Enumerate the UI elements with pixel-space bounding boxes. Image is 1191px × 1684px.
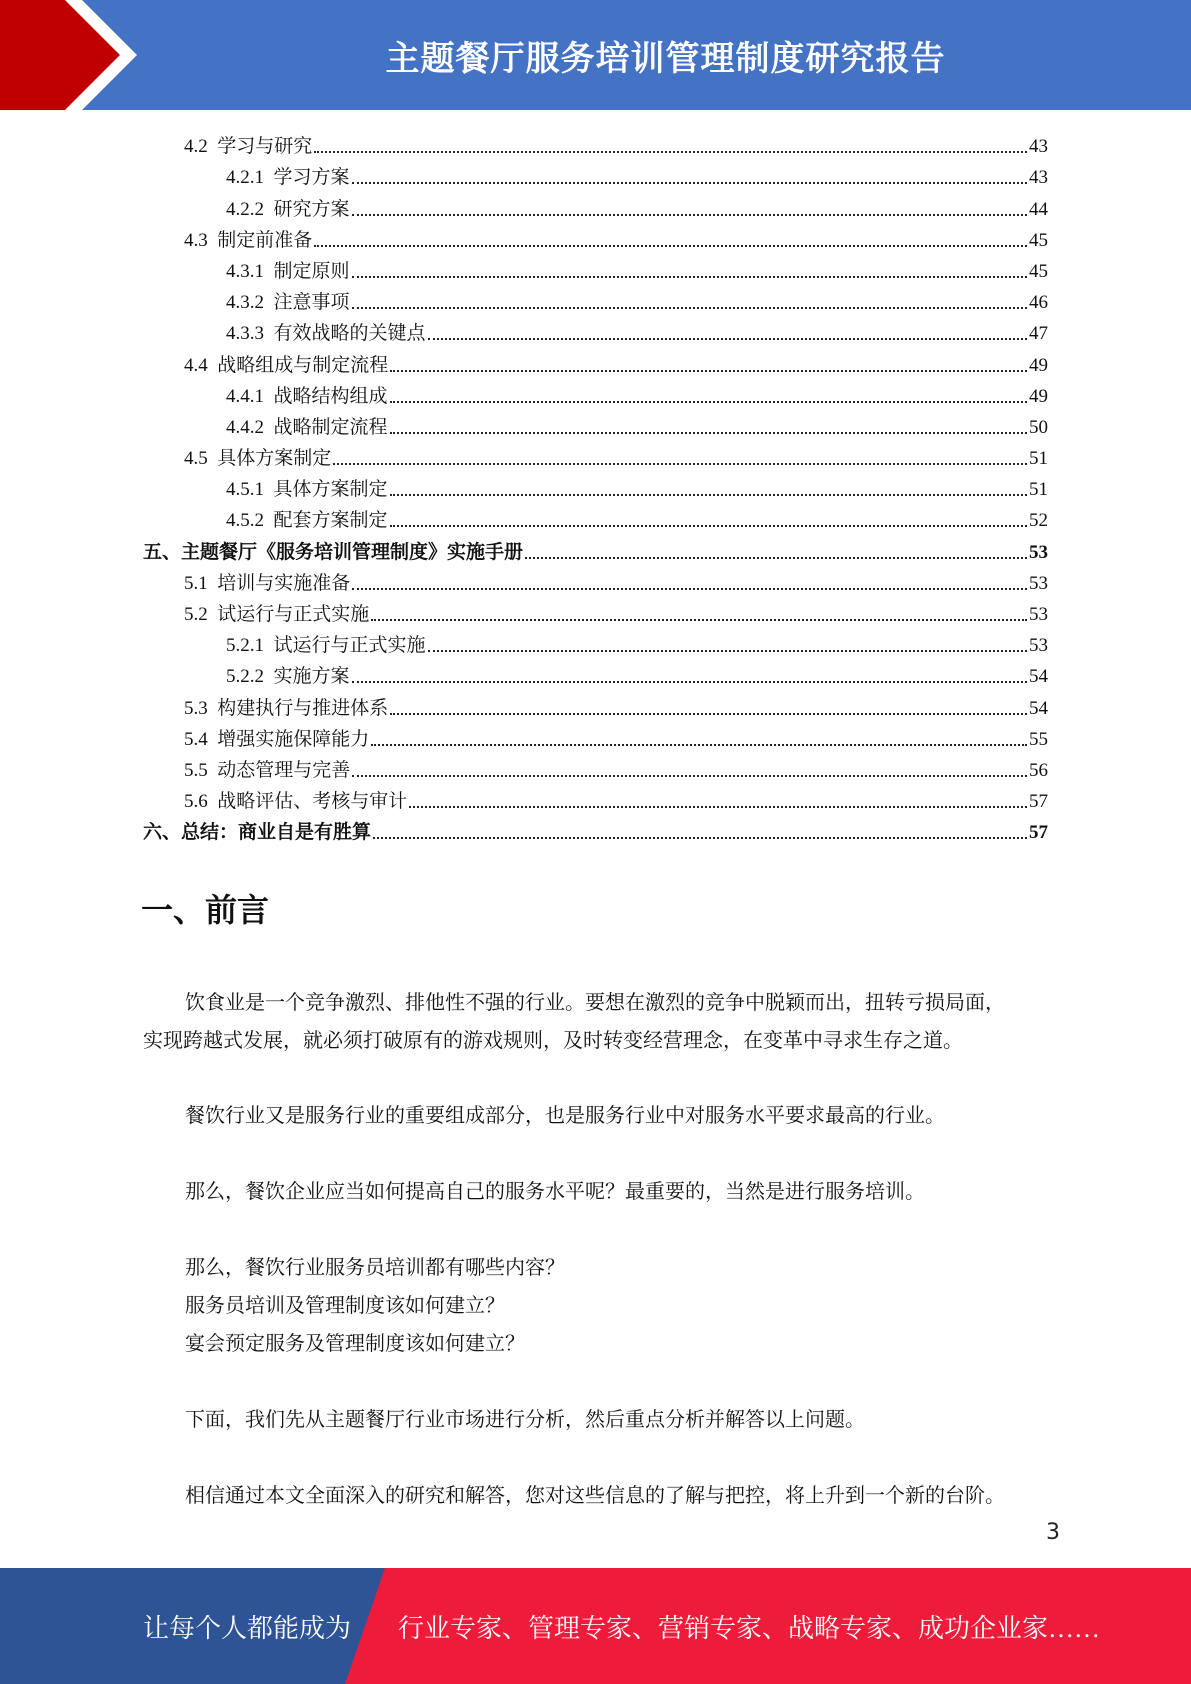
toc-entry-label: 实施方案	[273, 666, 350, 688]
toc-dot-leader	[352, 774, 1027, 777]
toc-entry-page: 53	[1029, 604, 1048, 625]
toc-entry[interactable]	[143, 814, 1048, 845]
paragraph-3-text: 那么，餐饮企业应当如何提高自己的服务水平呢？最重要的，当然是进行服务培训。	[185, 1181, 925, 1203]
toc-entry-label: 具体方案制定	[217, 448, 332, 470]
toc-entry-number: 4.3.3	[226, 323, 264, 345]
toc-entry-label: 构建执行与推进体系	[217, 697, 389, 719]
toc-entry-page: 50	[1029, 416, 1048, 438]
toc-entry-label: 战略评估、考核与审计	[217, 791, 408, 813]
footer-banner	[0, 1568, 1191, 1684]
toc-dot-leader	[352, 275, 1027, 278]
question-2: 服务员培训及管理制度该如何建立？	[185, 1295, 505, 1317]
toc-entry-label: 动态管理与完善	[217, 759, 351, 781]
toc-entry[interactable]	[143, 783, 1048, 814]
toc-dot-leader	[352, 213, 1027, 216]
toc-dot-leader	[409, 805, 1027, 808]
toc-entry-number: 4.3.1	[226, 260, 264, 282]
toc-entry-number: 4.4.1	[226, 385, 264, 407]
paragraph-6	[143, 1477, 1048, 1515]
toc-entry-page: 51	[1029, 479, 1048, 501]
toc-entry-number: 4.2.2	[226, 198, 264, 220]
toc-entry-page: 53	[1029, 572, 1048, 594]
toc-entry[interactable]	[143, 721, 1048, 752]
toc-entry-number: 5.1	[184, 572, 208, 594]
question-1: 那么，餐饮行业服务员培训都有哪些内容？	[185, 1257, 565, 1279]
toc-entry[interactable]	[143, 128, 1048, 159]
toc-entry[interactable]	[143, 533, 1048, 564]
paragraph-1-line-2: 实现跨越式发展，就必须打破原有的游戏规则，及时转变经营理念，在变革中寻求生存之道。	[143, 1030, 963, 1052]
toc-entry[interactable]	[143, 627, 1048, 658]
toc-entry-page: 52	[1029, 510, 1048, 532]
toc-entry-number: 5.5	[184, 759, 208, 781]
toc-entry-label: 配套方案制定	[273, 510, 388, 532]
toc-entry-label: 研究方案	[273, 198, 350, 220]
paragraph-1-line-1: 饮食业是一个竞争激烈、排他性不强的行业。要想在激烈的竞争中脱颖而出，扭转亏损局面，	[185, 992, 1005, 1014]
header-banner	[0, 0, 1191, 110]
toc-dot-leader	[390, 431, 1027, 434]
toc-dot-leader	[428, 337, 1027, 340]
toc-dot-leader	[352, 587, 1027, 590]
toc-entry-page: 54	[1029, 697, 1048, 719]
toc-dot-leader	[314, 150, 1027, 153]
toc-entry-label: 学习方案	[273, 167, 350, 189]
page-number: 3	[1046, 1520, 1060, 1545]
toc-entry-label: 战略组成与制定流程	[217, 354, 389, 376]
toc-dot-leader	[352, 680, 1027, 683]
toc-entry-number: 4.5.2	[226, 510, 264, 532]
toc-entry-label: 五、主题餐厅《服务培训管理制度》实施手册	[143, 541, 524, 563]
toc-entry-label: 增强实施保障能力	[217, 728, 370, 750]
toc-entry-label: 战略制定流程	[273, 416, 388, 438]
toc-entry-number: 5.2.1	[226, 635, 264, 657]
toc-dot-leader	[371, 743, 1027, 746]
toc-entry[interactable]	[143, 346, 1048, 377]
toc-entry-label: 制定前准备	[217, 229, 313, 251]
toc-dot-leader	[390, 369, 1027, 372]
toc-entry[interactable]	[143, 409, 1048, 440]
toc-entry-number: 4.5	[184, 448, 208, 470]
toc-dot-leader	[314, 244, 1027, 247]
toc-dot-leader	[333, 462, 1027, 465]
toc-entry-number: 5.4	[184, 728, 208, 750]
toc-entry-number: 4.3	[184, 229, 208, 251]
toc-entry-page: 51	[1029, 448, 1048, 470]
question-3: 宴会预定服务及管理制度该如何建立？	[185, 1333, 525, 1355]
paragraph-6-text: 相信通过本文全面深入的研究和解答，您对这些信息的了解与把控，将上升到一个新的台阶。	[185, 1485, 1005, 1507]
toc-entry[interactable]	[143, 284, 1048, 315]
toc-entry-page: 49	[1029, 354, 1048, 376]
toc-entry-page: 47	[1029, 323, 1048, 345]
paragraph-5-text: 下面，我们先从主题餐厅行业市场进行分析，然后重点分析并解答以上问题。	[185, 1409, 865, 1431]
toc-entry[interactable]	[143, 222, 1048, 253]
toc-entry-page: 45	[1029, 260, 1048, 282]
toc-entry-page: 45	[1029, 229, 1048, 251]
toc-entry-page: 53	[1029, 541, 1048, 563]
toc-dot-leader	[390, 400, 1027, 403]
toc-dot-leader	[373, 836, 1027, 839]
questions-block	[143, 1249, 1048, 1363]
toc-entry-page: 55	[1029, 728, 1048, 750]
paragraph-2	[143, 1097, 1048, 1135]
toc-dot-leader	[371, 618, 1027, 621]
toc-entry-page: 57	[1029, 822, 1048, 844]
toc-entry-number: 4.2.1	[226, 167, 264, 189]
toc-entry-label: 试运行与正式实施	[217, 604, 370, 625]
toc-entry-number: 4.4	[184, 354, 208, 376]
toc-entry-label: 培训与实施准备	[217, 572, 351, 594]
toc-entry[interactable]	[143, 190, 1048, 221]
toc-entry[interactable]	[143, 658, 1048, 689]
toc-entry-page: 49	[1029, 385, 1048, 407]
table-of-contents	[143, 128, 1048, 845]
toc-entry-number: 4.5.1	[226, 479, 264, 501]
toc-entry[interactable]	[143, 471, 1048, 502]
toc-entry-label: 注意事项	[273, 292, 350, 314]
toc-dot-leader	[390, 493, 1027, 496]
toc-entry-label: 六、总结：商业自是有胜算	[143, 822, 372, 844]
toc-entry[interactable]	[143, 378, 1048, 409]
toc-dot-leader	[352, 306, 1027, 309]
toc-entry-page: 53	[1029, 635, 1048, 657]
section-heading: 一、前言	[141, 891, 270, 929]
toc-entry[interactable]	[143, 159, 1048, 190]
toc-dot-leader	[525, 556, 1027, 559]
toc-entry-label: 具体方案制定	[273, 479, 388, 501]
toc-entry[interactable]	[143, 502, 1048, 533]
toc-entry-label: 有效战略的关键点	[273, 323, 426, 345]
toc-entry[interactable]	[143, 565, 1048, 596]
toc-entry-page: 43	[1029, 167, 1048, 189]
toc-entry-number: 5.2.2	[226, 666, 264, 688]
toc-entry-number: 4.2	[184, 136, 208, 158]
toc-entry[interactable]	[143, 596, 1048, 627]
toc-entry-number: 4.4.2	[226, 416, 264, 438]
toc-dot-leader	[428, 649, 1027, 652]
toc-entry[interactable]	[143, 315, 1048, 346]
toc-dot-leader	[390, 712, 1027, 715]
toc-entry-page: 44	[1029, 198, 1048, 220]
paragraph-2-text: 餐饮行业又是服务行业的重要组成部分，也是服务行业中对服务水平要求最高的行业。	[185, 1105, 945, 1127]
toc-entry-label: 试运行与正式实施	[273, 635, 426, 657]
toc-entry-page: 54	[1029, 666, 1048, 688]
toc-entry-page: 43	[1029, 136, 1048, 158]
toc-entry-number: 4.3.2	[226, 292, 264, 314]
toc-entry-label: 制定原则	[273, 260, 350, 282]
paragraph-1	[143, 984, 1048, 1060]
toc-entry-number: 5.2	[184, 604, 208, 625]
toc-entry-page: 57	[1029, 791, 1048, 813]
toc-entry[interactable]	[143, 440, 1048, 471]
toc-entry[interactable]	[143, 689, 1048, 720]
footer-slogan-left: 让每个人都能成为	[143, 1613, 352, 1643]
header-arrow-decoration	[0, 0, 160, 110]
toc-dot-leader	[390, 524, 1027, 527]
toc-entry-label: 战略结构组成	[273, 385, 388, 407]
footer-slogan-right: 行业专家、管理专家、营销专家、战略专家、成功企业家……	[398, 1613, 1101, 1643]
toc-dot-leader	[352, 181, 1027, 184]
toc-entry-label: 学习与研究	[217, 136, 313, 158]
toc-entry-page: 56	[1029, 759, 1048, 781]
toc-entry[interactable]	[143, 253, 1048, 284]
toc-entry[interactable]	[143, 752, 1048, 783]
toc-entry-number: 5.6	[184, 791, 208, 813]
paragraph-3	[143, 1173, 1048, 1211]
document-title: 主题餐厅服务培训管理制度研究报告	[385, 38, 946, 79]
toc-entry-number: 5.3	[184, 697, 208, 719]
toc-entry-page: 46	[1029, 292, 1048, 314]
paragraph-5	[143, 1401, 1048, 1439]
